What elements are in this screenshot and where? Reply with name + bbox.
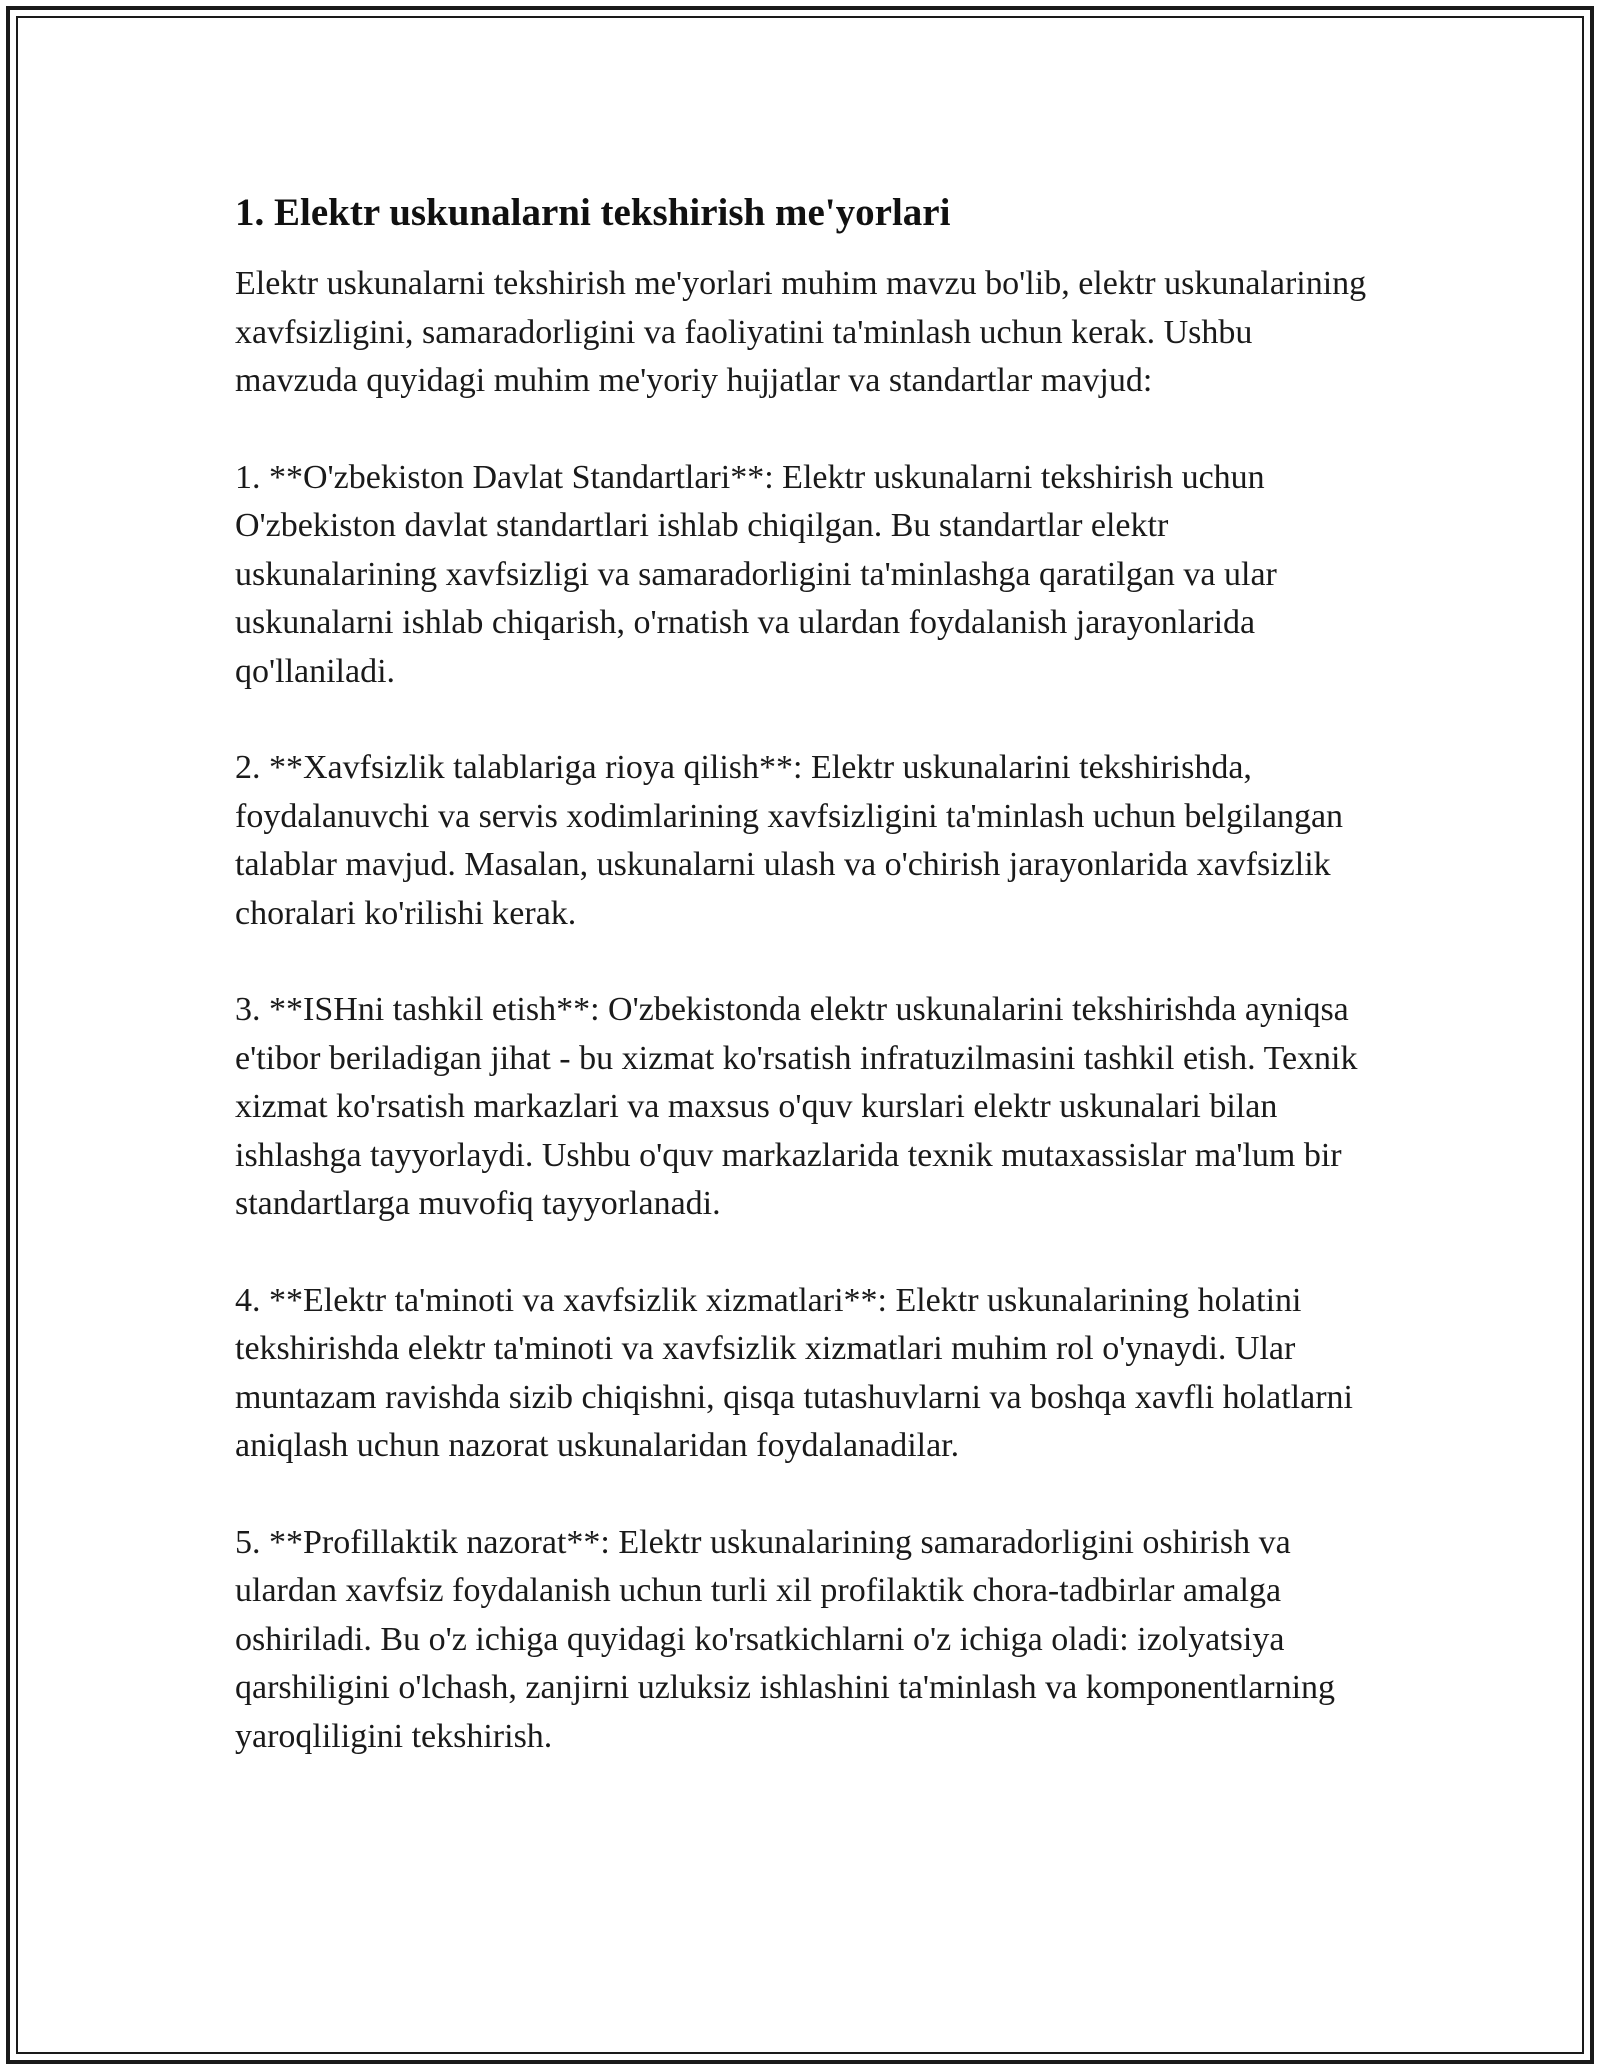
item-safety-requirements: 2. **Xavfsizlik talablariga rioya qilish**: Elektr uskunalarini tekshirishda, foydalanuvchi va servis xodimlarining xavfsizligini ta'minlash uchun belgilangan talablar mavjud. Masalan, uskunalarni ulash va o'chirish jarayonlarida xavfsizlik choralari ko'rilishi kerak. [235, 749, 1344, 932]
item-preventive-control: 5. **Profillaktik nazorat**: Elektr uskunalarining samaradorligini oshirish va ulardan xavfsiz foydalanish uchun turli xil profilaktik chora-tadbirlar amalga oshiriladi. Bu o'z ichiga quyidagi ko'rsatkichlarni o'z ichiga oladi: izolyatsiya qarshiligini o'lchash, zanjirni uzluksiz ishlashini ta'minlash va komponentlarning yaroqliligini tekshirish. [235, 1523, 1336, 1755]
item-work-organization: 3. **ISHni tashkil etish**: O'zbekistonda elektr uskunalarini tekshirishda ayniqsa e'tibor beriladigan jihat - bu xizmat ko'rsatish infratuzilmasini tashkil etish. Texnik xizmat ko'rsatish markazlari va maxsus o'quv kurslari elektr uskunalari bilan ishlashga tayyorlaydi. Ushbu o'quv markazlarida texnik mutaxassislar ma'lum bir standartlarga muvofiq tayyorlanadi. [235, 991, 1358, 1222]
document-title: 1. Elektr uskunalarni tekshirish me'yorlari [235, 191, 951, 234]
document-body [235, 186, 1375, 1761]
intro-paragraph: Elektr uskunalarni tekshirish me'yorlari muhim mavzu bo'lib, elektr uskunalarining xavfsizligini, samaradorligini va faoliyatini ta'minlash uchun kerak. Ushbu mavzuda quyidagi muhim me'yoriy hujjatlar va standartlar mavjud: [235, 265, 1367, 399]
item-power-and-safety-services: 4. **Elektr ta'minoti va xavfsizlik xizmatlari**: Elektr uskunalarining holatini tekshirishda elektr ta'minoti va xavfsizlik xizmatlari muhim rol o'ynaydi. Ular muntazam ravishda sizib chiqishni, qisqa tutashuvlarni va boshqa xavfli holatlarni aniqlash uchun nazorat uskunalaridan foydalanadilar. [235, 1281, 1353, 1464]
item-state-standards: 1. **O'zbekiston Davlat Standartlari**: Elektr uskunalarni tekshirish uchun O'zbekiston davlat standartlari ishlab chiqilgan. Bu standartlar elektr uskunalarining xavfsizligi va samaradorligini ta'minlashga qaratilgan va ular uskunalarni ishlab chiqarish, o'rnatish va ulardan foydalanish jarayonlarida qo'llaniladi. [235, 458, 1277, 690]
